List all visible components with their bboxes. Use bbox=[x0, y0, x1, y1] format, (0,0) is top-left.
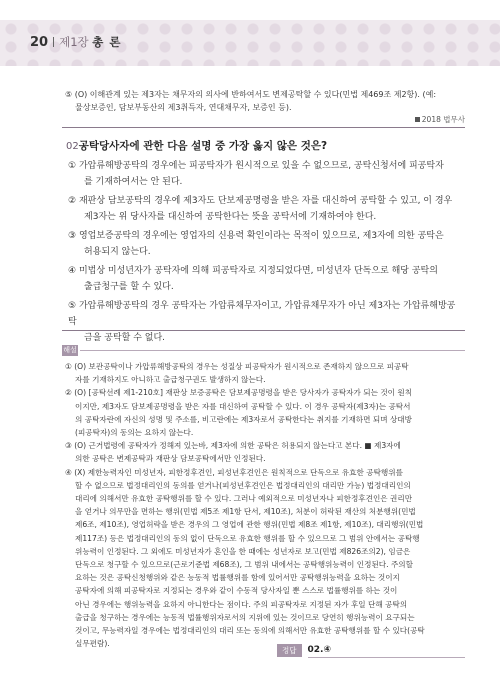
explanation-line: 출급을 청구하는 경우에는 능동적 법률행위자로서의 지위에 있는 것이므로 당연히 행위능력이 요구되는 bbox=[75, 612, 415, 622]
explanation-line: 의 공탁자란에 자신의 성명 및 주소를, 비고란에는 제3자로서 공탁한다는 취지를 기재하면 되며 상대방 bbox=[75, 414, 412, 424]
option-1[interactable] bbox=[68, 158, 458, 190]
answer-underline bbox=[308, 657, 465, 658]
explanation-line: 의한 공탁은 변제공탁과 재판상 담보공탁에서만 인정된다. bbox=[75, 454, 266, 464]
explanation-line: 실무편람). bbox=[75, 639, 110, 649]
source-marker-icon bbox=[415, 117, 420, 122]
chapter-label: 제1장 bbox=[59, 35, 89, 49]
explanation-line: ④ (X) 제한능력자인 미성년자, 피한정후견인, 피성년후견인은 원칙적으로 단독으로 유효한 공탁행위를 bbox=[65, 467, 403, 477]
page-header bbox=[0, 0, 500, 68]
option-3-line1: 영업보증공탁의 경우에는 영업자의 신용력 확인이라는 목적이 있으므로, 제3자에 의한 공탁은 bbox=[78, 231, 444, 241]
option-2-line1: 재판상 담보공탁의 경우에 제3자도 단보제공명령을 받은 자를 대신하여 공탁할 수 있고, 이 경우 bbox=[78, 196, 453, 206]
explanation-line: 을 얻거나 의무만을 면하는 행위(민법 제5조 제1항 단서, 제10조), 처분이 허락된 재산의 처분행위(민법 bbox=[75, 507, 416, 517]
explanation-line: 위능력이 인정된다. 그 외에도 미성년자가 혼인을 한 때에는 성년자로 보고(민법 제826조의2), 임금은 bbox=[75, 546, 411, 556]
explanation-line: 이지만, 제3자도 담보제공명령을 받은 자를 대신하여 공탁할 수 있다. 이 경우 공탁자(제3자)는 공탁서 bbox=[75, 401, 411, 411]
explanation-line: ③ (O) 근거법령에 공탁자가 정해져 있는바, 제3자에 의한 공탁은 허용되지 않는다고 본다. ■ 제3자에 bbox=[65, 441, 401, 451]
option-3-line2: 허용되지 않는다. bbox=[84, 247, 151, 257]
question-source-text: 2018 법무사 bbox=[421, 115, 465, 124]
explanation-divider bbox=[80, 350, 465, 351]
answer-value: 02.④ bbox=[307, 645, 332, 655]
prev-answer-line2: 물상보증인, 담보부동산의 제3취득자, 연대채무자, 보증인 등). bbox=[75, 103, 292, 112]
question-box bbox=[62, 115, 465, 343]
question-title bbox=[66, 138, 327, 153]
explanation-line: 아닌 경우에는 행위능력을 요하지 아니한다는 점이다. 주의 피공탁자로 지정된 자가 후일 단해 공탁의 bbox=[75, 599, 408, 609]
option-2-line2: 제3자는 위 당사자를 대신하여 공탁한다는 뜻을 공탁서에 기재하여야 한다. bbox=[84, 212, 377, 222]
option-5[interactable] bbox=[68, 298, 458, 346]
explanation-line: 요하는 것은 공탁신청행위와 같은 능동적 법률행위를 함에 있어서만 공탁행위능력을 요하는 것이지 bbox=[75, 573, 400, 583]
question-source bbox=[411, 114, 465, 125]
option-2[interactable] bbox=[68, 193, 458, 225]
explanation-line: 자를 기재하지도 아니하고 출급청구권도 발생하지 않는다. bbox=[75, 375, 266, 385]
option-1-line1: 가압류해방공탁의 경우에는 피공탁자가 원시적으로 있을 수 없으므로, 공탁신청서에 피공탁자 bbox=[78, 161, 444, 171]
explanation-line: 할 수 없으므로 법정대리인의 동의를 얻거나(피성년후견인은 법정대리인의 대리만 가능) 법정대리인의 bbox=[75, 480, 411, 490]
explanation-line: 대리에 의해서만 유효한 공탁행위를 할 수 있다. 그러나 예외적으로 미성년자나 피한정후견인은 권리만 bbox=[75, 494, 413, 503]
option-1-line2: 를 기재하여서는 안 된다. bbox=[84, 177, 183, 187]
option-3[interactable] bbox=[68, 228, 458, 260]
header-title bbox=[30, 34, 122, 50]
explanation-line: 제6조, 제10조), 영업허락을 받은 경우의 그 영업에 관한 행위(민법 제8조 제1항, 제10조), 대리행위(민법 bbox=[75, 520, 424, 530]
explanation-line: 공탁자에 의해 피공탁자로 지정되는 경우와 같이 수동적 당사자일 뿐 스스로 법률행위를 하는 것이 bbox=[75, 586, 398, 596]
prev-answer-line1: ⑤ (O) 이해관계 있는 제3자는 채무자의 의사에 반하여서도 변제공탁할 수 있다(민법 제469조 제2항). (예: bbox=[65, 90, 437, 99]
explanation-line: 것이고, 무능력자일 경우에는 법정대리인의 대리 또는 동의에 의해서만 유효한 공탁행위를 할 수 있다(공탁 bbox=[75, 626, 425, 635]
option-4-mark: ④ bbox=[68, 266, 77, 276]
option-4-line2: 출급청구를 할 수 있다. bbox=[84, 282, 174, 292]
explanation-line: ② (O) [공탁선례 제1-210호] 재판상 보증공탁은 담보제공명령을 받은 당사자가 공탁자가 되는 것이 원칙 bbox=[65, 388, 413, 398]
option-1-mark: ① bbox=[68, 161, 77, 171]
option-2-mark: ② bbox=[68, 196, 77, 206]
explanation-label: 해설 bbox=[63, 346, 77, 354]
header-divider bbox=[53, 37, 54, 47]
explanation-line: 단독으로 청구할 수 있으므로(근로기준법 제68조), 그 범위 내에서는 공탁행위능력이 인정된다. 주의할 bbox=[75, 560, 413, 569]
question-text: 공탁당사자에 관한 다음 설명 중 가장 옳지 않은 것은? bbox=[78, 140, 328, 152]
explanation-line: 제117조) 등은 법정대리인의 동의 없이 단독으로 유효한 행위를 할 수 있으므로 그 범위 안에서는 공탁행 bbox=[75, 533, 420, 543]
explanation-line: ① (O) 보관공탁이나 가압류해방공탁의 경우는 성질상 피공탁자가 원시적으로 존재하지 않으므로 피공탁 bbox=[65, 362, 409, 371]
option-4-line1: 미법상 미성년자가 공탁자에 의해 피공탁자로 지정되었다면, 미성년자 단독으로 해당 공탁의 bbox=[78, 266, 438, 276]
page-number: 20 bbox=[30, 35, 49, 50]
answer-box bbox=[277, 643, 331, 657]
answer-label: 정답 bbox=[277, 644, 302, 657]
option-4[interactable] bbox=[68, 263, 458, 295]
option-5-mark: ⑤ bbox=[68, 301, 77, 311]
chapter-title: 총 론 bbox=[92, 35, 122, 49]
option-5-line1: 가압류해방공탁의 경우 공탁자는 가압류채무자이고, 가압류채무자가 아닌 제3자는 가압류해방공탁 bbox=[68, 301, 456, 327]
explanation-line: (피공탁자)의 동의는 요하지 않는다. bbox=[75, 428, 194, 437]
option-3-mark: ③ bbox=[68, 231, 77, 241]
question-number: 02 bbox=[66, 141, 79, 152]
option-5-line2: 금을 공탁할 수 없다. bbox=[84, 333, 165, 343]
